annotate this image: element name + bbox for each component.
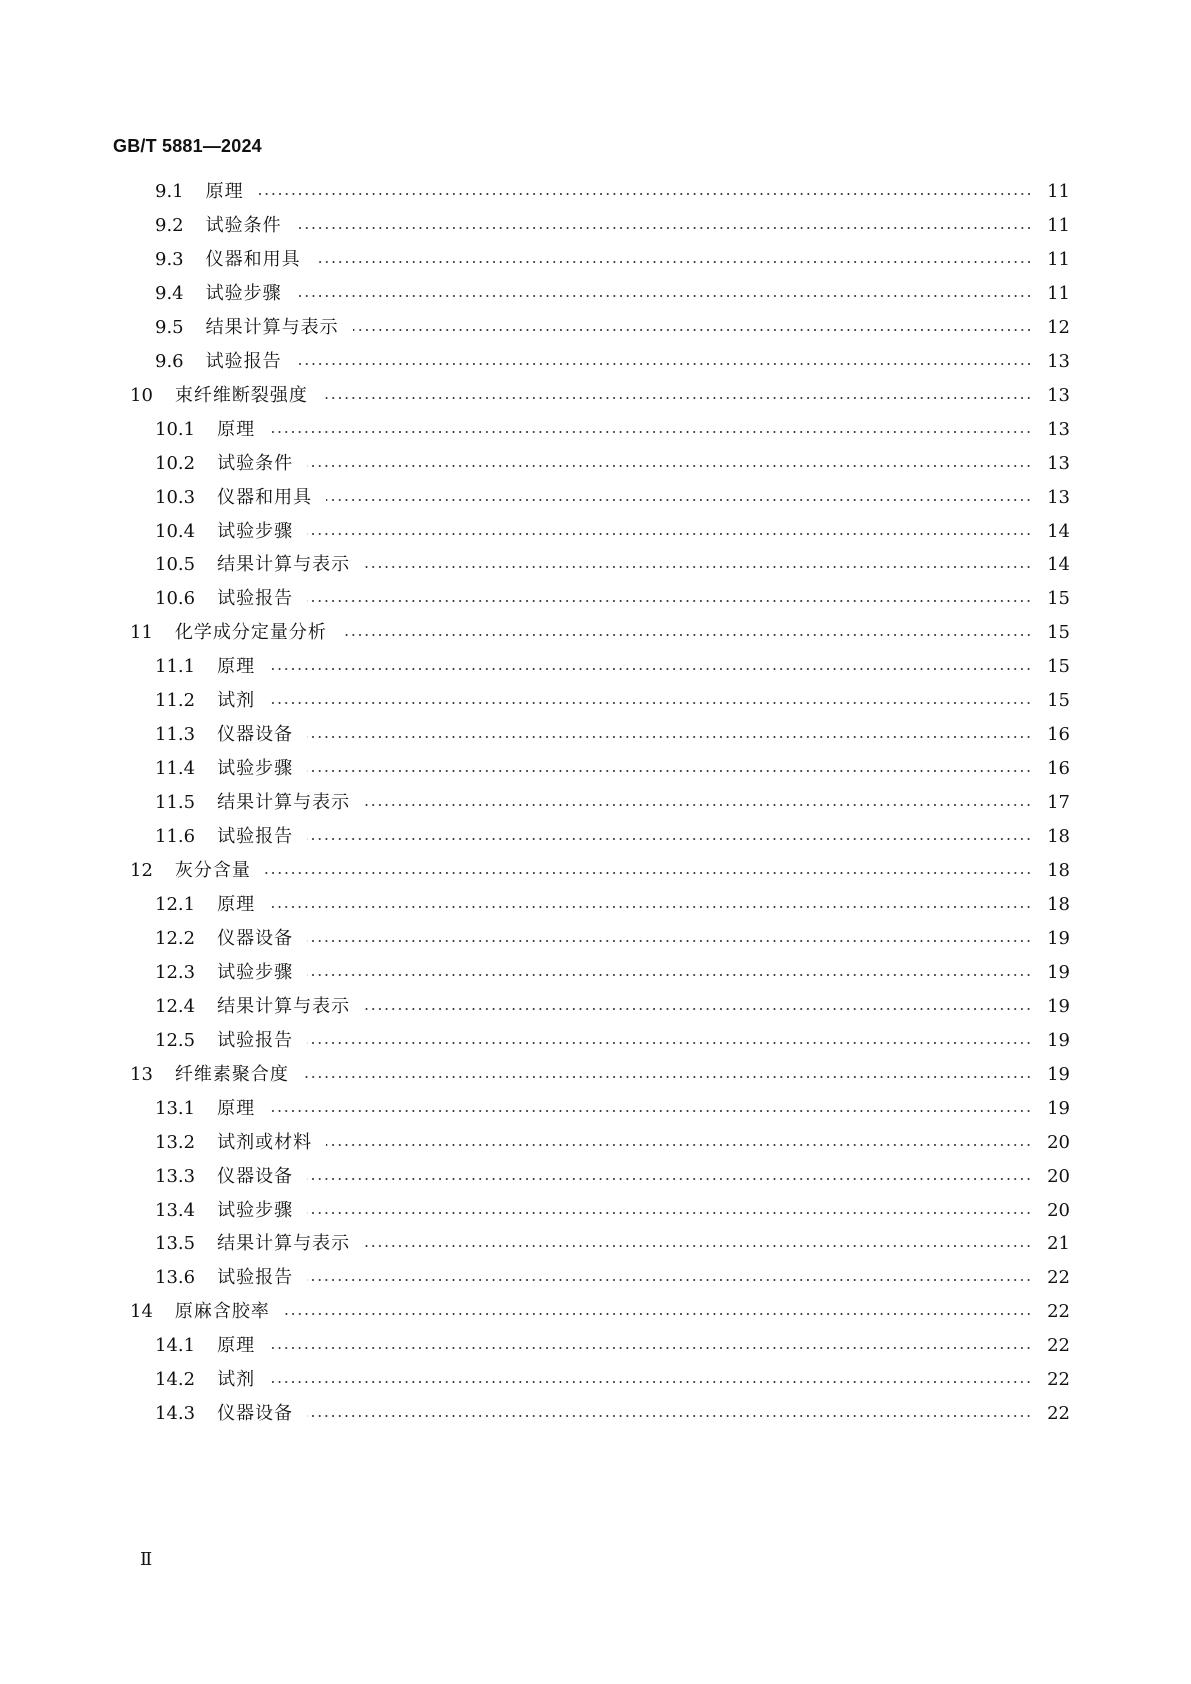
toc-entry-title: 试验报告 (205, 350, 282, 372)
toc-entry-number: 12.2 (155, 927, 196, 949)
toc-entry-title: 原麻含胶率 (174, 1301, 270, 1323)
toc-dot-leader (364, 1245, 1032, 1247)
toc-entry-page: 12 (1047, 316, 1070, 338)
toc-entry-number: 11 (130, 622, 153, 644)
toc-entry-page: 11 (1047, 248, 1070, 270)
toc-dot-leader (284, 1313, 1032, 1315)
toc-entry-title: 试验条件 (205, 214, 282, 236)
toc-dot-leader (307, 974, 1032, 976)
toc-dot-leader (269, 906, 1032, 908)
toc-entry[interactable] (0, 955, 1191, 991)
toc-entry-number: 13 (130, 1063, 153, 1085)
toc-entry-number: 10.5 (155, 554, 196, 576)
toc-dot-leader (307, 940, 1032, 942)
toc-entry[interactable] (0, 785, 1191, 821)
toc-entry[interactable] (0, 1091, 1191, 1127)
toc-entry-title: 试验报告 (217, 826, 294, 848)
toc-entry-number: 11.1 (155, 656, 196, 678)
toc-entry-number: 9.4 (155, 282, 184, 304)
toc-entry-title: 试剂或材料 (217, 1131, 313, 1153)
toc-entry-page: 22 (1047, 1369, 1070, 1391)
toc-entry-number: 14 (130, 1301, 153, 1323)
toc-entry-number: 12.5 (155, 1029, 196, 1051)
toc-dot-leader (307, 770, 1032, 772)
toc-entry-title: 试验步骤 (217, 758, 294, 780)
toc-entry-number: 12.1 (155, 893, 196, 915)
toc-entry-number: 9.6 (155, 350, 184, 372)
toc-entry-page: 13 (1047, 384, 1070, 406)
toc-entry-title: 仪器设备 (217, 724, 294, 746)
toc-entry-page: 15 (1047, 622, 1070, 644)
toc-entry-page: 11 (1047, 181, 1070, 202)
toc-entry-title: 原理 (217, 418, 256, 440)
toc-dot-leader (269, 1110, 1032, 1112)
toc-entry-page: 11 (1047, 214, 1070, 236)
toc-entry-number: 13.1 (155, 1097, 196, 1119)
toc-entry-number: 11.2 (155, 690, 196, 712)
toc-entry-title: 原理 (217, 893, 256, 915)
toc-entry[interactable] (0, 1057, 1191, 1093)
toc-entry-title: 结果计算与表示 (217, 554, 351, 576)
toc-dot-leader (269, 1381, 1032, 1383)
toc-entry-number: 14.2 (155, 1369, 196, 1391)
toc-entry-title: 试验条件 (217, 452, 294, 474)
toc-entry-title: 仪器设备 (217, 1403, 294, 1425)
toc-entry[interactable] (0, 310, 1191, 346)
toc-entry[interactable] (0, 412, 1191, 448)
toc-entry-number: 9.2 (155, 214, 184, 236)
toc-dot-leader (307, 600, 1032, 602)
toc-entry-title: 结果计算与表示 (217, 995, 351, 1017)
toc-entry-title: 仪器设备 (217, 1165, 294, 1187)
toc-dot-leader (307, 465, 1032, 467)
toc-entry[interactable] (0, 819, 1191, 855)
toc-entry[interactable] (0, 989, 1191, 1025)
toc-dot-leader (296, 363, 1032, 365)
toc-entry-title: 试验报告 (217, 588, 294, 610)
toc-entry-number: 12 (130, 860, 153, 881)
toc-entry[interactable] (0, 1159, 1191, 1195)
toc-dot-leader (364, 1008, 1032, 1010)
toc-entry-page: 16 (1047, 758, 1070, 780)
toc-entry-number: 9.5 (155, 316, 184, 338)
toc-entry-title: 试剂 (217, 690, 256, 712)
toc-entry[interactable] (0, 1125, 1191, 1161)
toc-entry[interactable] (0, 921, 1191, 957)
toc-entry-page: 18 (1047, 893, 1070, 915)
toc-entry-page: 15 (1047, 690, 1070, 712)
toc-entry-page: 15 (1047, 588, 1070, 610)
toc-dot-leader (307, 1042, 1032, 1044)
toc-entry-number: 12.4 (155, 995, 196, 1017)
toc-entry[interactable] (0, 887, 1191, 923)
toc-entry-number: 11.4 (155, 758, 196, 780)
toc-dot-leader (296, 295, 1032, 297)
toc-entry-title: 结果计算与表示 (205, 316, 339, 338)
toc-entry-number: 13.4 (155, 1199, 196, 1221)
toc-entry-page: 13 (1047, 486, 1070, 508)
toc-entry-number: 10.2 (155, 452, 196, 474)
toc-entry-page: 20 (1047, 1165, 1070, 1187)
toc-entry-number: 10 (130, 384, 153, 406)
toc-dot-leader (269, 431, 1032, 433)
toc-entry[interactable] (0, 446, 1191, 482)
toc-entry-page: 22 (1047, 1335, 1070, 1357)
toc-entry-number: 9.1 (155, 181, 184, 202)
toc-entry[interactable] (0, 378, 1191, 414)
toc-entry[interactable] (0, 717, 1191, 753)
toc-entry-page: 22 (1047, 1403, 1070, 1425)
toc-dot-leader (307, 838, 1032, 840)
toc-dot-leader (364, 566, 1032, 568)
toc-entry-page: 22 (1047, 1301, 1070, 1323)
toc-entry-title: 仪器和用具 (217, 486, 313, 508)
toc-dot-leader (296, 227, 1032, 229)
toc-dot-leader (326, 1144, 1032, 1146)
toc-dot-leader (307, 1415, 1032, 1417)
toc-dot-leader (307, 1178, 1032, 1180)
toc-entry[interactable] (0, 1328, 1191, 1364)
toc-entry[interactable] (0, 547, 1191, 583)
toc-entry-page: 19 (1047, 961, 1070, 983)
toc-entry-number: 10.3 (155, 486, 196, 508)
toc-entry[interactable] (0, 581, 1191, 617)
toc-entry[interactable] (0, 1193, 1191, 1229)
toc-entry-title: 原理 (217, 1335, 256, 1357)
page-number: Ⅱ (140, 1549, 153, 1570)
toc-entry[interactable] (0, 514, 1191, 550)
toc-entry-page: 14 (1047, 554, 1070, 576)
toc-entry-page: 13 (1047, 452, 1070, 474)
toc-entry-title: 仪器设备 (217, 927, 294, 949)
toc-dot-leader (269, 668, 1032, 670)
toc-dot-leader (307, 1279, 1032, 1281)
toc-dot-leader (303, 1076, 1032, 1078)
toc-entry-title: 原理 (217, 1097, 256, 1119)
toc-entry[interactable] (0, 480, 1191, 516)
toc-entry-title: 纤维素聚合度 (174, 1063, 289, 1085)
toc-entry-page: 19 (1047, 1097, 1070, 1119)
toc-entry-page: 19 (1047, 995, 1070, 1017)
toc-entry[interactable] (0, 174, 1191, 210)
toc-entry-title: 结果计算与表示 (217, 1233, 351, 1255)
toc-dot-leader (265, 872, 1032, 874)
toc-entry-title: 试验步骤 (217, 961, 294, 983)
toc-entry-number: 11.3 (155, 724, 196, 746)
toc-entry[interactable] (0, 683, 1191, 719)
toc-entry-number: 14.3 (155, 1403, 196, 1425)
toc-entry-number: 13.2 (155, 1131, 196, 1153)
toc-entry-title: 灰分含量 (174, 860, 251, 881)
toc-dot-leader (326, 499, 1032, 501)
toc-dot-leader (364, 804, 1032, 806)
toc-entry-number: 11.6 (155, 826, 196, 848)
toc-entry-page: 17 (1047, 792, 1070, 814)
toc-entry-page: 19 (1047, 1029, 1070, 1051)
toc-entry-number: 10.4 (155, 520, 196, 542)
toc-entry-page: 19 (1047, 1063, 1070, 1085)
toc-dot-leader (315, 261, 1032, 263)
toc-entry-number: 10.1 (155, 418, 196, 440)
toc-dot-leader (307, 533, 1032, 535)
toc-entry[interactable] (0, 1362, 1191, 1398)
toc-entry-title: 试验步骤 (205, 282, 282, 304)
toc-entry-number: 12.3 (155, 961, 196, 983)
toc-dot-leader (307, 736, 1032, 738)
toc-entry[interactable] (0, 751, 1191, 787)
toc-dot-leader (258, 193, 1032, 195)
toc-entry-number: 10.6 (155, 588, 196, 610)
toc-entry-title: 化学成分定量分析 (174, 622, 327, 644)
toc-entry[interactable] (0, 1226, 1191, 1262)
toc-entry-page: 11 (1047, 282, 1070, 304)
toc-entry-title: 试验步骤 (217, 1199, 294, 1221)
toc-entry[interactable] (0, 1294, 1191, 1330)
toc-entry-title: 试剂 (217, 1369, 256, 1391)
toc-entry-page: 21 (1047, 1233, 1070, 1255)
toc-entry-number: 9.3 (155, 248, 184, 270)
toc-entry-title: 原理 (205, 181, 244, 202)
toc-entry-number: 13.3 (155, 1165, 196, 1187)
toc-entry-page: 22 (1047, 1267, 1070, 1289)
toc-entry-title: 束纤维断裂强度 (174, 384, 308, 406)
toc-dot-leader (269, 702, 1032, 704)
toc-entry[interactable] (0, 276, 1191, 312)
toc-dot-leader (322, 397, 1032, 399)
toc-entry[interactable] (0, 615, 1191, 651)
toc-entry[interactable] (0, 208, 1191, 244)
toc-entry-title: 试验步骤 (217, 520, 294, 542)
toc-entry-title: 试验报告 (217, 1267, 294, 1289)
toc-entry[interactable] (0, 344, 1191, 380)
toc-entry-number: 13.5 (155, 1233, 196, 1255)
toc-entry-page: 13 (1047, 418, 1070, 440)
toc-entry[interactable] (0, 1260, 1191, 1296)
toc-entry-number: 11.5 (155, 792, 196, 814)
toc-entry-title: 试验报告 (217, 1029, 294, 1051)
toc-dot-leader (353, 329, 1032, 331)
toc-dot-leader (269, 1347, 1032, 1349)
toc-entry-title: 原理 (217, 656, 256, 678)
toc-entry-page: 20 (1047, 1131, 1070, 1153)
toc-entry-page: 14 (1047, 520, 1070, 542)
toc-dot-leader (307, 1212, 1032, 1214)
toc-dot-leader (341, 634, 1032, 636)
toc-entry-title: 仪器和用具 (205, 248, 301, 270)
toc-entry-page: 16 (1047, 724, 1070, 746)
toc-entry-page: 20 (1047, 1199, 1070, 1221)
toc-entry[interactable] (0, 649, 1191, 685)
toc-entry[interactable] (0, 1396, 1191, 1432)
toc-entry-page: 19 (1047, 927, 1070, 949)
toc-entry[interactable] (0, 1023, 1191, 1059)
toc-entry[interactable] (0, 853, 1191, 889)
toc-entry-number: 13.6 (155, 1267, 196, 1289)
toc-entry-page: 13 (1047, 350, 1070, 372)
toc-entry-number: 14.1 (155, 1335, 196, 1357)
toc-entry[interactable] (0, 242, 1191, 278)
document-id-header: GB/T 5881—2024 (113, 136, 262, 156)
toc-entry-page: 15 (1047, 656, 1070, 678)
toc-entry-page: 18 (1047, 860, 1070, 881)
toc-entry-page: 18 (1047, 826, 1070, 848)
toc-entry-title: 结果计算与表示 (217, 792, 351, 814)
